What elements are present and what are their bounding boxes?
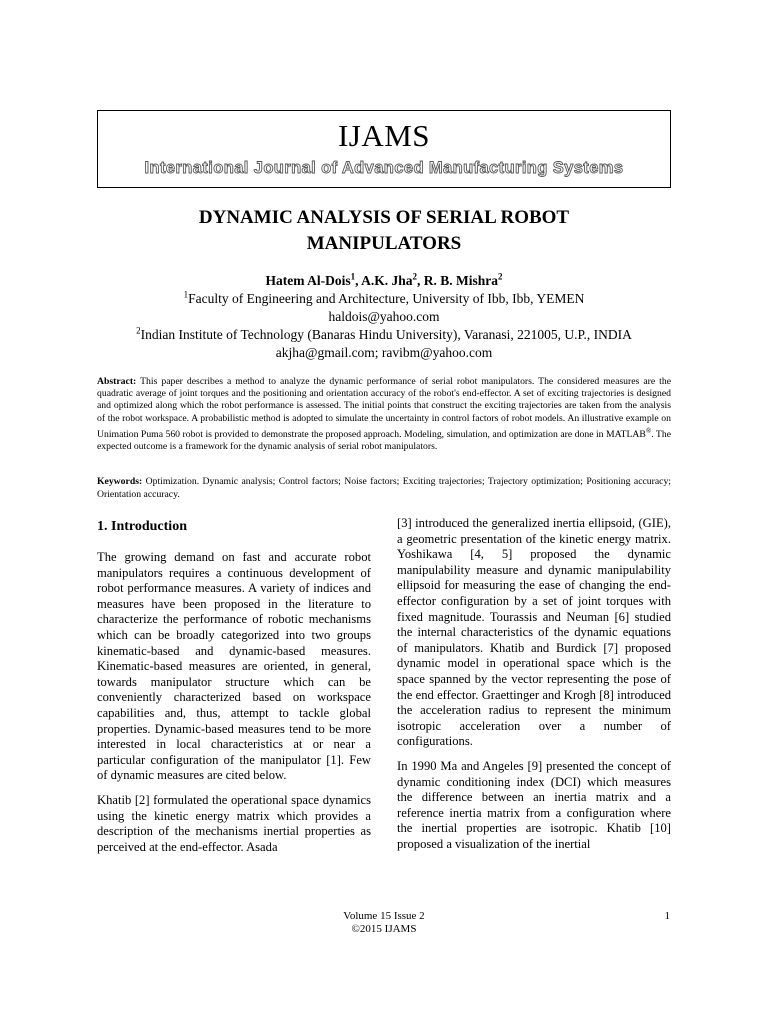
author-block bbox=[97, 272, 671, 362]
author-2: , A.K. Jha bbox=[355, 273, 413, 288]
left-column bbox=[97, 516, 371, 864]
right-column bbox=[397, 516, 671, 861]
affiliation-1-marker: 1 bbox=[183, 289, 189, 300]
journal-header-box bbox=[97, 110, 671, 188]
journal-name: IJAMS bbox=[337, 118, 431, 153]
abstract-text-b: . The expected outcome is a framework for the dynamic analysis of serial robot manipulators. bbox=[97, 429, 671, 453]
page-footer bbox=[97, 910, 671, 936]
affiliation-1 bbox=[97, 290, 671, 308]
paragraph: In 1990 Ma and Angeles [9] presented the concept of dynamic conditioning index (DCI) which measures the difference between an inertia matrix and a reference inertia matrix from a configuration where the inertial properties are isotropic. Khatib [10] proposed a visualization of the inertial bbox=[397, 758, 671, 851]
affiliation-2 bbox=[97, 326, 671, 344]
paper-title bbox=[97, 205, 671, 257]
abstract bbox=[97, 376, 671, 453]
abstract-label: Abstract: bbox=[97, 376, 137, 387]
keywords bbox=[97, 476, 671, 501]
paper-title-line-2: MANIPULATORS bbox=[306, 233, 462, 254]
footer-copyright: ©2015 IJAMS bbox=[351, 923, 417, 935]
author-2-affil: 2 bbox=[412, 271, 417, 282]
paragraph: [3] introduced the generalized inertia ellipsoid, (GIE), a geometric presentation of the kinetic energy matrix. Yoshikawa [4, 5] proposed the dynamic manipulability measure and dynamic manipulability ellipsoid for measuring the ease of changing the end-effector configuration by a set of joint torques with fixed magnitude. Tourassis and Neuman [6] studied the internal characteristics of the dynamic equations of manipulators. Khatib and Burdick [7] proposed dynamic model in operational space which is the space spanned by the vector representing the pose of the end effector. Graettinger and Krogh [8] introduced the acceleration radius to represent the minimum isotropic acceleration over a number of configurations. bbox=[397, 516, 671, 749]
affiliation-2-text: Indian Institute of Technology (Banaras Hindu University), Varanasi, 221005, U.P., INDIA bbox=[140, 327, 632, 342]
journal-full-name: International Journal of Advanced Manufacturing Systems bbox=[144, 159, 624, 177]
affiliation-1-text: Faculty of Engineering and Architecture, University of Ibb, Ibb, YEMEN bbox=[188, 291, 585, 306]
author-3-affil: 2 bbox=[498, 271, 503, 282]
affiliation-2-marker: 2 bbox=[136, 325, 141, 336]
page-number: 1 bbox=[664, 910, 670, 922]
section-heading-introduction: 1. Introduction bbox=[97, 519, 187, 534]
author-1-affil: 1 bbox=[350, 271, 356, 282]
paragraph: The growing demand on fast and accurate robot manipulators requires a continuous development of robot performance measures. A variety of indices and measures have been proposed in the literature to characterize the performance of robotic mechanisms which can be broadly categorized into two groups kinematic-based and dynamic-based measures. Kinematic-based measures are oriented, in general, towards manipulator structure which can be conveniently characterized based on workspace capabilities and, thus, attempt to tackle global properties. Dynamic-based measures tend to be more interested in local characteristics at or near a particular configuration of the manipulator [1]. Few of dynamic measures are cited below. bbox=[97, 550, 371, 783]
footer-volume: Volume 15 Issue 2 bbox=[343, 910, 425, 922]
author-1: Hatem Al-Dois bbox=[265, 273, 351, 288]
keywords-text: Optimization. Dynamic analysis; Control factors; Noise factors; Exciting trajectories; Trajectory optimization; Positioning accuracy; Orientation accuracy. bbox=[97, 476, 671, 500]
email-1: haldois@yahoo.com bbox=[328, 309, 440, 324]
abstract-reg-mark: ® bbox=[645, 426, 652, 435]
email-2: akjha@gmail.com; ravibm@yahoo.com bbox=[275, 345, 493, 360]
author-names bbox=[97, 272, 671, 290]
paragraph: Khatib [2] formulated the operational space dynamics using the kinetic energy matrix which provides a description of the mechanisms inertial properties as perceived at the end-effector. Asada bbox=[97, 792, 371, 854]
author-3: , R. B. Mishra bbox=[417, 273, 498, 288]
keywords-label: Keywords: bbox=[97, 476, 143, 487]
abstract-text-a: This paper describes a method to analyze the dynamic performance of serial robot manipulators. The considered measures are the quadratic average of joint torques and the positioning and orientation accuracy of the robot's end-effector. A set of exciting trajectories is designed and optimized along which the robot performance is assessed. The initial points that construct the exciting trajectories are taken from the analysis of the robot workspace. A probabilistic method is adopted to simulate the uncertainty in control factors of robot models. An illustrative example on Unimation Puma 560 robot is provided to demonstrate the proposed approach. Modeling, simulation, and optimization are done in MATLAB bbox=[97, 376, 671, 441]
paper-title-line-1: DYNAMIC ANALYSIS OF SERIAL ROBOT bbox=[198, 207, 570, 228]
